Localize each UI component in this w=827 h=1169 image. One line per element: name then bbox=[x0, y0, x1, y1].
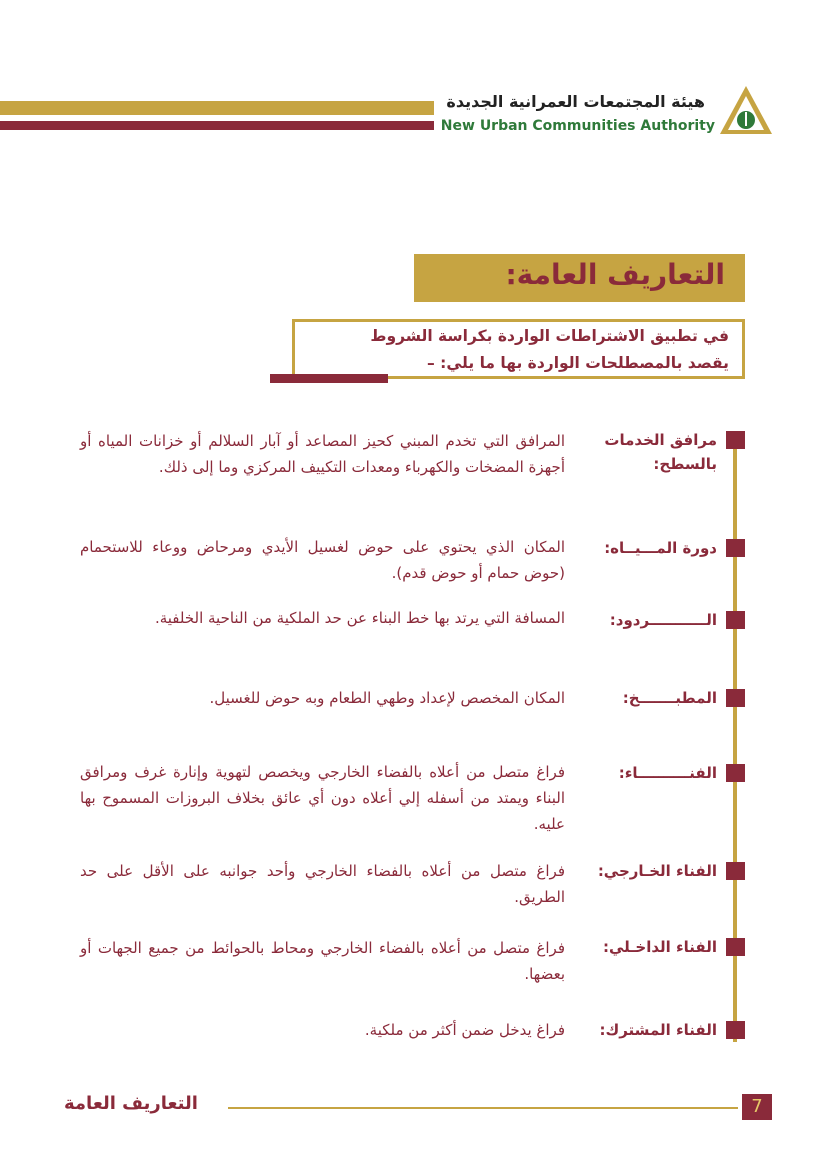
header-gold-bar bbox=[0, 101, 434, 115]
org-name-english: New Urban Communities Authority bbox=[440, 118, 715, 134]
term-inner-courtyard: الفناء الداخـلي: bbox=[602, 938, 717, 956]
bullet-marker bbox=[726, 431, 745, 449]
term-shared-courtyard: الفناء المشترك: bbox=[599, 1021, 717, 1039]
bullet-marker bbox=[726, 689, 745, 707]
nuca-logo bbox=[716, 82, 776, 142]
bullet-marker bbox=[726, 938, 745, 956]
term-bathroom: دورة المـــيــاه: bbox=[604, 539, 717, 557]
term-outer-courtyard: الفناء الخـارجي: bbox=[597, 862, 717, 880]
term-courtyard: الفنــــــــــاء: bbox=[618, 764, 717, 782]
term-kitchen: المطبـــــــخ: bbox=[622, 689, 717, 707]
definition-bathroom: المكان الذي يحتوي على حوض لغسيل الأيدي ومرحاض ووعاء للاستحمام (حوض حمام أو حوض قدم). bbox=[80, 538, 565, 582]
bullet-marker bbox=[726, 862, 745, 880]
page-number: 7 bbox=[742, 1094, 772, 1120]
definition-roof-services: المرافق التي تخدم المبني كحيز المصاعد أو آبار السلالم أو خزانات المياه أو أجهزة المضخات والكهرباء ومعدات التكييف المركزي وما إلى ذلك. bbox=[80, 432, 565, 476]
term-roof-services: مرافق الخدمات بالسطح: bbox=[604, 431, 717, 473]
definition-inner-courtyard: فراغ متصل من أعلاه بالفضاء الخارجي ومحاط بالحوائط من جميع الجهات أو بعضها. bbox=[80, 939, 565, 983]
bullet-marker bbox=[726, 764, 745, 782]
definition-setbacks: المسافة التي يرتد بها خط البناء عن حد الملكية من الناحية الخلفية. bbox=[154, 609, 565, 627]
org-name-arabic: هيئة المجتمعات العمرانية الجديدة bbox=[446, 92, 705, 111]
footer-line bbox=[228, 1107, 738, 1109]
bullet-marker bbox=[726, 1021, 745, 1039]
definition-kitchen: المكان المخصص لإعداد وطهي الطعام وبه حوض للغسيل. bbox=[209, 689, 565, 707]
definition-shared-courtyard: فراغ يدخل ضمن أكثر من ملكية. bbox=[364, 1021, 565, 1039]
definition-courtyard: فراغ متصل من أعلاه بالفضاء الخارجي ويخصص لتهوية وإنارة غرف ومرافق البناء ويمتد من أسفله إلي أعلاه دون أي عائق بخلاف البروزات المسموح بها عليه. bbox=[80, 763, 565, 833]
footer-title: التعاريف العامة bbox=[64, 1093, 198, 1114]
definition-outer-courtyard: فراغ متصل من أعلاه بالفضاء الخارجي وأحد جوانبه على الأقل على حد الطريق. bbox=[80, 862, 565, 906]
bullet-marker bbox=[726, 539, 745, 557]
header-maroon-bar bbox=[0, 121, 434, 130]
intro-line-1: في تطبيق الاشتراطات الواردة بكراسة الشروط bbox=[370, 327, 729, 345]
bullet-marker bbox=[726, 611, 745, 629]
intro-text bbox=[370, 323, 729, 377]
intro-line-2: يقصد بالمصطلحات الواردة بها ما يلي: – bbox=[427, 354, 729, 372]
term-setbacks: الـــــــــــردود: bbox=[609, 611, 717, 629]
section-title: التعاريف العامة: bbox=[505, 258, 725, 291]
